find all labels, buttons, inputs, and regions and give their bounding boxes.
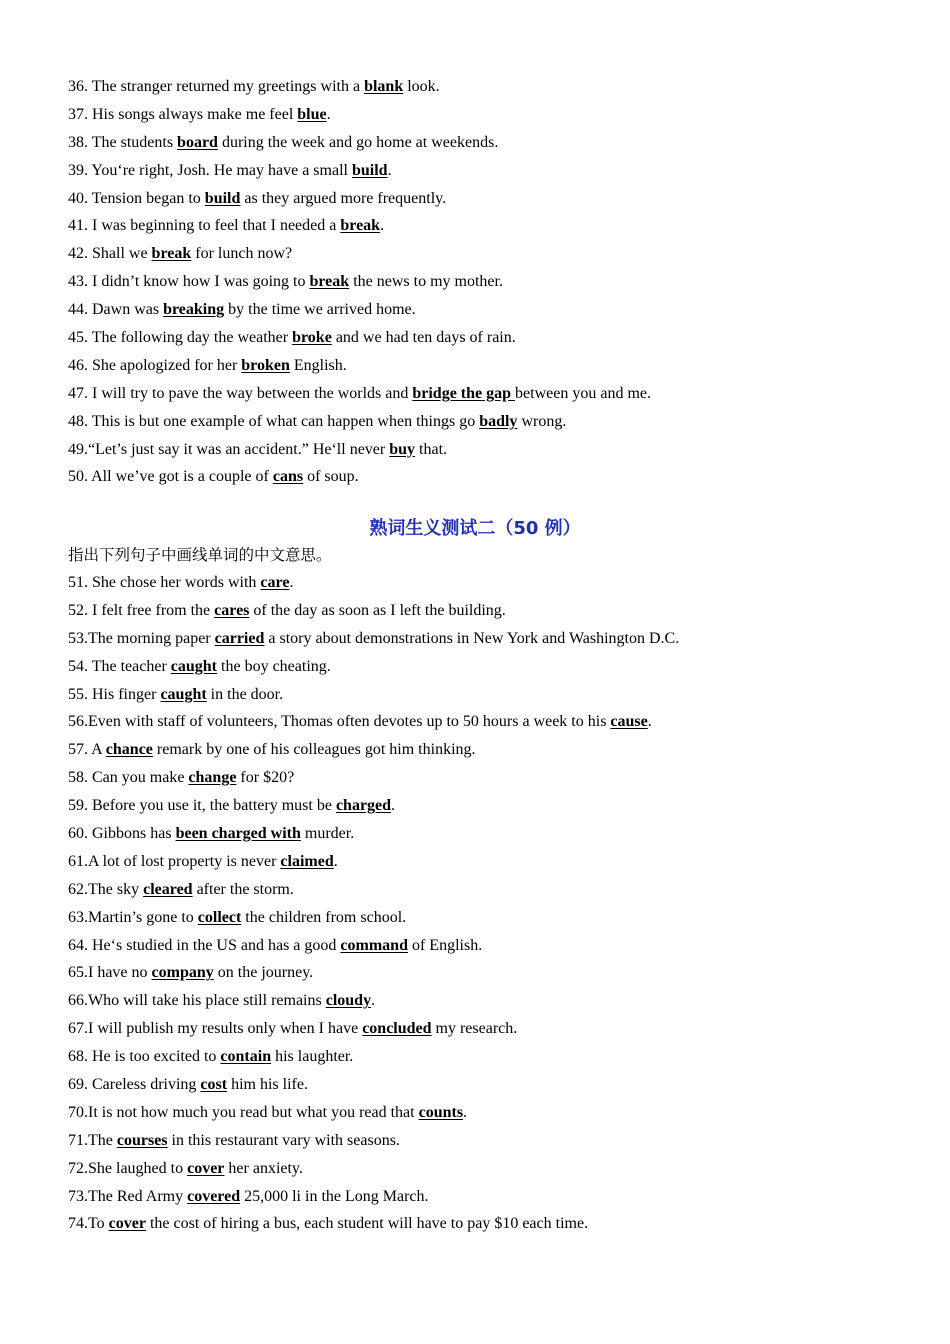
sentence-item	[68, 932, 898, 960]
sentence-number: 53.	[68, 629, 88, 647]
sentence-text-after: .	[463, 1103, 468, 1121]
sentence-keyword: blank	[364, 78, 404, 95]
sentence-text-after: .	[387, 161, 392, 179]
sentence-number: 72.	[68, 1159, 88, 1177]
sentence-text-after: murder.	[300, 825, 355, 843]
sentence-keyword: build	[351, 161, 388, 179]
sentence-number: 70.	[68, 1103, 88, 1121]
sentence-keyword: cloudy	[325, 992, 372, 1010]
sentence-keyword: build	[204, 189, 241, 207]
sentence-keyword: concluded	[362, 1020, 432, 1038]
sentence-number: 67.	[68, 1020, 88, 1038]
sentence-text-before: “Let’s just say it was an accident.” He‘ll never	[88, 440, 390, 458]
sentence-keyword: board	[177, 133, 218, 151]
sentence-text-before: She chose her words with	[92, 574, 261, 591]
sentence-item	[68, 848, 898, 876]
sentence-item	[68, 1015, 898, 1043]
sentence-item	[68, 185, 898, 213]
sentence-item	[68, 296, 898, 324]
sentence-text-before: The following day the weather	[91, 329, 293, 347]
sentence-text-after: him his life.	[227, 1076, 308, 1094]
sentence-text-before: The	[88, 1131, 117, 1149]
sentence-number: 42.	[68, 245, 92, 263]
sentence-number: 46.	[68, 356, 92, 374]
sentence-text-after: as they argued more frequently.	[240, 189, 447, 207]
sentence-text-before: The sky	[88, 880, 144, 898]
sentence-list-part1	[68, 73, 898, 491]
sentence-text-after: remark by one of his colleagues got him thinking.	[152, 741, 476, 759]
sentence-keyword: care	[260, 574, 290, 591]
sentence-keyword: bridge the gap	[412, 384, 516, 402]
sentence-text-after: in the door.	[206, 685, 284, 703]
sentence-keyword: cost	[200, 1076, 228, 1094]
sentence-text-after: .	[647, 713, 652, 731]
sentence-text-after: after the storm.	[192, 880, 294, 898]
sentence-number: 55.	[68, 685, 92, 703]
sentence-text-after: English.	[289, 356, 347, 374]
sentence-text-after: between you and me.	[515, 384, 651, 402]
sentence-text-after: the children from school.	[241, 908, 407, 926]
sentence-item	[68, 463, 898, 491]
sentence-keyword: cares	[214, 601, 250, 619]
sentence-number: 41.	[68, 217, 92, 235]
sentence-text-before: His songs always make me feel	[92, 105, 298, 123]
sentence-item	[68, 129, 898, 157]
sentence-number: 44.	[68, 301, 92, 319]
sentence-text-before: He‘s studied in the US and has a good	[92, 936, 341, 954]
sentence-text-before: The Red Army	[88, 1187, 188, 1205]
sentence-text-before: This is but one example of what can happen when things go	[91, 412, 480, 430]
sentence-keyword: charged	[335, 797, 392, 815]
sentence-item	[68, 436, 898, 464]
sentence-text-after: my research.	[431, 1020, 518, 1038]
sentence-keyword: chance	[105, 741, 153, 759]
sentence-text-before: I will publish my results only when I have	[88, 1020, 363, 1038]
sentence-item	[68, 681, 898, 709]
sentence-number: 68.	[68, 1048, 92, 1066]
sentence-keyword: caught	[170, 657, 218, 675]
sentence-item	[68, 708, 898, 736]
sentence-item	[68, 569, 898, 597]
sentence-number: 65.	[68, 964, 88, 982]
sentence-item	[68, 73, 898, 101]
section-instruction: 指出下列句子中画线单词的中文意思。	[68, 546, 332, 564]
sentence-number: 62.	[68, 880, 88, 898]
sentence-text-before: His finger	[92, 685, 161, 703]
sentence-keyword: change	[188, 769, 237, 787]
sentence-keyword: break	[340, 217, 381, 235]
sentence-item	[68, 987, 898, 1015]
sentence-text-after: the news to my mother.	[349, 273, 503, 291]
sentence-keyword: badly	[479, 412, 518, 430]
sentence-text-after: .	[289, 574, 294, 591]
sentence-number: 50.	[68, 468, 92, 486]
sentence-text-before: Martin’s gone to	[88, 908, 198, 926]
sentence-text-before: Tension began to	[91, 189, 205, 207]
sentence-item	[68, 792, 898, 820]
sentence-text-before: All we’ve got is a couple of	[91, 468, 273, 486]
sentence-text-after: in this restaurant vary with seasons.	[167, 1131, 400, 1149]
sentence-text-after: 25,000 li in the Long March.	[240, 1187, 429, 1205]
sentence-text-before: Who will take his place still remains	[88, 992, 326, 1010]
sentence-item	[68, 959, 898, 987]
sentence-text-after: .	[333, 852, 338, 870]
sentence-text-after: his laughter.	[271, 1048, 354, 1066]
sentence-item	[68, 240, 898, 268]
sentence-keyword: break	[309, 273, 350, 291]
sentence-text-before: She apologized for her	[92, 356, 242, 374]
sentence-number: 74.	[68, 1215, 88, 1233]
sentence-keyword: caught	[160, 685, 207, 703]
sentence-text-before: I was beginning to feel that I needed a	[92, 217, 341, 235]
sentence-text-before: I felt free from the	[92, 601, 215, 619]
sentence-text-before: I didn’t know how I was going to	[92, 273, 310, 291]
sentence-number: 37.	[68, 105, 92, 123]
sentence-text-after: the cost of hiring a bus, each student will have to pay $10 each time.	[145, 1215, 589, 1233]
sentence-number: 61.	[68, 852, 88, 870]
sentence-text-before: The students	[91, 133, 178, 151]
sentence-number: 63.	[68, 908, 88, 926]
sentence-text-before: The stranger returned my greetings with a	[91, 78, 365, 95]
section-title: 熟词生义测试二（50 例）	[369, 518, 581, 539]
sentence-item	[68, 157, 898, 185]
sentence-text-after: .	[380, 217, 385, 235]
sentence-keyword: broke	[292, 329, 332, 347]
sentence-item	[68, 876, 898, 904]
sentence-keyword: cover	[108, 1215, 146, 1233]
sentence-text-after: a story about demonstrations in New York and Washington D.C.	[264, 629, 680, 647]
sentence-keyword: broken	[241, 356, 290, 374]
sentence-text-after: wrong.	[517, 412, 567, 430]
sentence-number: 52.	[68, 601, 92, 619]
sentence-number: 69.	[68, 1076, 92, 1094]
sentence-text-before: To	[88, 1215, 109, 1233]
sentence-text-before: Careless driving	[92, 1076, 201, 1094]
sentence-item	[68, 736, 898, 764]
sentence-text-before: I have no	[88, 964, 152, 982]
sentence-number: 36.	[68, 78, 92, 95]
sentence-item	[68, 1183, 898, 1211]
sentence-keyword: blue	[297, 105, 327, 123]
sentence-list-part2	[68, 569, 898, 1238]
sentence-number: 38.	[68, 133, 92, 151]
sentence-keyword: claimed	[280, 852, 334, 870]
sentence-item	[68, 820, 898, 848]
sentence-text-after: on the journey.	[213, 964, 314, 982]
sentence-item	[68, 408, 898, 436]
sentence-text-before: Before you use it, the battery must be	[92, 797, 336, 815]
sentence-item	[68, 268, 898, 296]
sentence-item	[68, 764, 898, 792]
sentence-number: 43.	[68, 273, 92, 291]
sentence-item	[68, 1127, 898, 1155]
sentence-item	[68, 653, 898, 681]
sentence-text-before: Even with staff of volunteers, Thomas often devotes up to 50 hours a week to his	[88, 713, 611, 731]
sentence-item	[68, 380, 898, 408]
sentence-item	[68, 352, 898, 380]
sentence-number: 45.	[68, 329, 92, 347]
sentence-text-before: Shall we	[92, 245, 152, 263]
sentence-text-after: the boy cheating.	[217, 657, 331, 675]
sentence-item	[68, 904, 898, 932]
sentence-number: 59.	[68, 797, 92, 815]
sentence-text-after: and we had ten days of rain.	[331, 329, 516, 347]
sentence-text-before: Dawn was	[92, 301, 164, 319]
sentence-text-before: I will try to pave the way between the worlds and	[92, 384, 413, 402]
sentence-number: 48.	[68, 412, 92, 430]
sentence-number: 54.	[68, 657, 92, 675]
sentence-text-before: It is not how much you read but what you read that	[88, 1103, 419, 1121]
sentence-number: 58.	[68, 769, 92, 787]
sentence-text-before: Gibbons has	[92, 825, 176, 843]
sentence-number: 40.	[68, 189, 92, 207]
sentence-keyword: cause	[610, 713, 648, 731]
sentence-keyword: breaking	[163, 301, 225, 319]
sentence-text-before: You‘re right, Josh. He may have a small	[91, 161, 352, 179]
sentence-keyword: cans	[272, 468, 304, 486]
sentence-text-before: The morning paper	[88, 629, 215, 647]
sentence-item	[68, 1099, 898, 1127]
sentence-item	[68, 212, 898, 240]
sentence-text-after: look.	[403, 78, 440, 95]
sentence-text-before: A lot of lost property is never	[88, 852, 281, 870]
sentence-number: 49.	[68, 440, 88, 458]
sentence-text-before: A	[91, 741, 106, 759]
sentence-text-after: .	[371, 992, 376, 1010]
sentence-keyword: collect	[197, 908, 242, 926]
sentence-number: 66.	[68, 992, 88, 1010]
sentence-item	[68, 625, 898, 653]
sentence-number: 47.	[68, 384, 92, 402]
sentence-number: 64.	[68, 936, 92, 954]
sentence-keyword: buy	[389, 440, 416, 458]
sentence-number: 51.	[68, 574, 92, 591]
sentence-text-before: He is too excited to	[92, 1048, 221, 1066]
sentence-text-after: of soup.	[303, 468, 359, 486]
sentence-number: 39.	[68, 161, 92, 179]
sentence-text-after: .	[326, 105, 331, 123]
sentence-keyword: carried	[214, 629, 265, 647]
sentence-keyword: covered	[187, 1187, 241, 1205]
sentence-text-after: of English.	[407, 936, 483, 954]
sentence-item	[68, 1043, 898, 1071]
sentence-text-after: by the time we arrived home.	[224, 301, 416, 319]
sentence-text-after: during the week and go home at weekends.	[217, 133, 499, 151]
sentence-keyword: cover	[187, 1159, 225, 1177]
sentence-text-after: for lunch now?	[191, 245, 293, 263]
sentence-number: 71.	[68, 1131, 88, 1149]
sentence-keyword: counts	[418, 1103, 464, 1121]
sentence-keyword: command	[340, 936, 408, 954]
sentence-item	[68, 1071, 898, 1099]
sentence-number: 57.	[68, 741, 92, 759]
sentence-keyword: company	[151, 964, 214, 982]
sentence-text-after: for $20?	[236, 769, 295, 787]
sentence-item	[68, 324, 898, 352]
sentence-item	[68, 597, 898, 625]
sentence-text-after: her anxiety.	[224, 1159, 303, 1177]
sentence-text-before: Can you make	[92, 769, 189, 787]
sentence-keyword: contain	[220, 1048, 272, 1066]
sentence-text-before: She laughed to	[88, 1159, 188, 1177]
sentence-item	[68, 1210, 898, 1238]
sentence-number: 73.	[68, 1187, 88, 1205]
sentence-number: 56.	[68, 713, 88, 731]
sentence-keyword: break	[151, 245, 192, 263]
sentence-item	[68, 101, 898, 129]
sentence-keyword: courses	[116, 1131, 168, 1149]
sentence-text-after: that.	[415, 440, 448, 458]
sentence-keyword: cleared	[143, 880, 193, 898]
sentence-text-after: of the day as soon as I left the building.	[249, 601, 506, 619]
sentence-text-before: The teacher	[91, 657, 171, 675]
sentence-number: 60.	[68, 825, 92, 843]
sentence-keyword: been charged with	[175, 825, 301, 843]
sentence-item	[68, 1155, 898, 1183]
sentence-text-after: .	[391, 797, 396, 815]
